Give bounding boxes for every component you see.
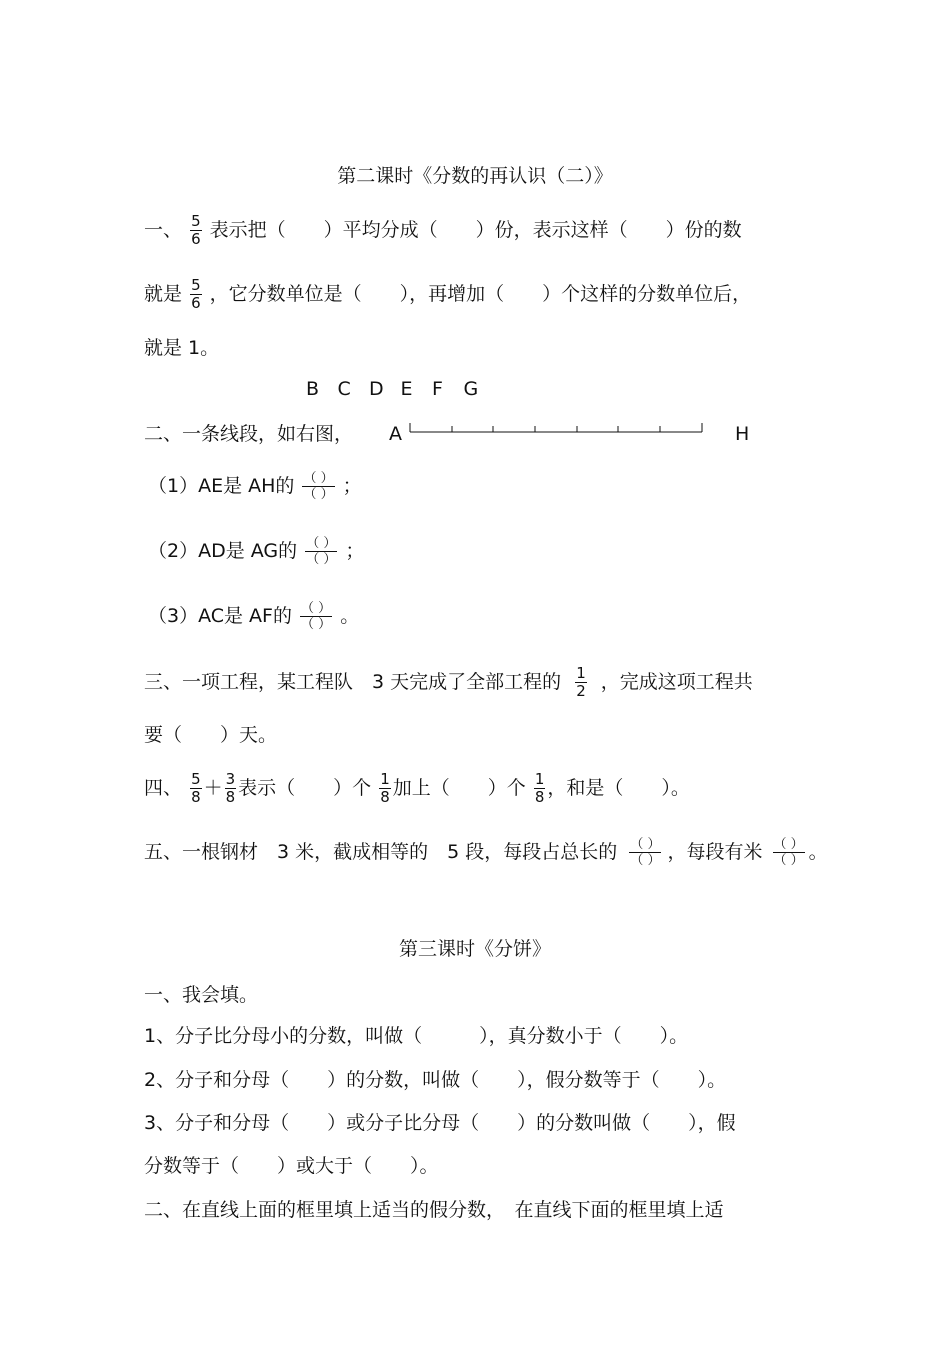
q2-item-text: （1）AE是 AH的: [148, 475, 295, 497]
fraction-1-2: [575, 665, 587, 700]
fraction-blank-denominator: （ ）: [630, 853, 661, 868]
fraction-denominator: 6: [191, 294, 201, 312]
q1-line3: 就是 1。: [144, 337, 220, 359]
fraction-numerator: 5: [191, 770, 201, 788]
fraction-5-8: [190, 771, 202, 806]
q4-number: 四、: [144, 777, 183, 799]
l3-item1: 1、分子比分母小的分数，叫做（ ），真分数小于（ ）。: [144, 1025, 689, 1047]
fraction-blank-numerator: （ ）: [773, 837, 804, 852]
q4-text2: 加上（ ）个: [392, 777, 526, 799]
fraction-blank-numerator: （ ）: [306, 536, 337, 551]
l3-item3-cont: 分数等于（ ）或大于（ ）。: [144, 1155, 439, 1177]
blank-fraction: [305, 536, 337, 567]
fraction-numerator: 1: [534, 770, 545, 788]
point-label: E: [400, 378, 413, 400]
q3-text2: ，完成这项工程共: [600, 671, 753, 693]
fraction-denominator: 8: [191, 788, 201, 806]
point-label: C: [337, 378, 351, 400]
l3-section2: 二、在直线上面的框里填上适当的假分数， 在直线下面的框里填上适: [144, 1199, 724, 1221]
blank-fraction: [773, 837, 805, 868]
q1-number: 一、: [144, 219, 183, 241]
fraction-5-6: [190, 213, 202, 248]
fraction-blank-denominator: （ ）: [306, 552, 337, 567]
q2-item-text: （2）AD是 AG的: [148, 540, 298, 562]
fraction-blank-numerator: （ ）: [301, 601, 332, 616]
point-h: H: [735, 423, 750, 445]
fraction-blank-denominator: （ ）: [773, 853, 804, 868]
fraction-numerator: 5: [191, 212, 201, 230]
point-label: F: [432, 378, 443, 400]
lesson2-title: 第二课时《分数的再认识（二）》: [337, 165, 613, 187]
fraction-denominator: 8: [225, 788, 236, 806]
fraction-numerator: 1: [380, 770, 390, 788]
q4-line: [144, 771, 690, 806]
plus-sign: ＋: [203, 777, 223, 799]
point-a: A: [389, 423, 402, 445]
q2-item-2: [148, 536, 364, 567]
q1-line2: [144, 277, 751, 312]
segment-point-labels: [306, 378, 495, 400]
fraction-numerator: 3: [225, 770, 236, 788]
q3-line1: [144, 665, 753, 700]
q1-text2: 就是: [144, 283, 183, 305]
fraction-denominator: 8: [534, 788, 545, 806]
blank-fraction: [300, 601, 332, 632]
q2-item-3: [148, 601, 359, 632]
blank-fraction: [302, 471, 334, 502]
q1-text1: 表示把（ ）平均分成（ ）份，表示这样（ ）份的数: [209, 219, 742, 241]
q3-text1: 三、一项工程，某工程队 3 天完成了全部工程的: [144, 671, 562, 693]
q1-text3: ，它分数单位是（ ），再增加（ ）个这样的分数单位后，: [209, 283, 752, 305]
fraction-denominator: 6: [191, 230, 201, 248]
blank-fraction: [629, 837, 661, 868]
q2-item-1: [148, 471, 362, 502]
fraction-blank-numerator: （ ）: [630, 837, 661, 852]
q5-end: 。: [808, 841, 828, 863]
q2-item-text: （3）AC是 AF的: [148, 605, 292, 627]
line-segment-diagram: [380, 418, 710, 438]
q2-line: [144, 421, 353, 447]
fraction-blank-numerator: （ ）: [303, 471, 334, 486]
fraction-denominator: 2: [576, 682, 586, 700]
fraction-1-8: [379, 771, 391, 806]
fraction-blank-denominator: （ ）: [301, 617, 332, 632]
fraction-numerator: 5: [191, 276, 201, 294]
q5-text2: ，每段有米: [667, 841, 763, 863]
q2-item-end: 。: [340, 605, 360, 627]
lesson3-title: 第三课时《分饼》: [398, 938, 551, 960]
fraction-denominator: 8: [380, 788, 390, 806]
q4-text1: 表示（ ）个: [238, 777, 372, 799]
q4-text3: ，和是（ ）。: [547, 777, 690, 799]
l3-item2: 2、分子和分母（ ）的分数，叫做（ ），假分数等于（ ）。: [144, 1069, 727, 1091]
q2-item-end: ；: [342, 475, 362, 497]
fraction-1-8: [534, 771, 546, 806]
q2-text: 二、一条线段，如右图，: [144, 423, 354, 445]
fraction-blank-denominator: （ ）: [303, 487, 334, 502]
fraction-5-6: [190, 277, 202, 312]
point-label: G: [463, 378, 479, 400]
fraction-3-8: [225, 771, 237, 806]
fraction-numerator: 1: [576, 664, 586, 682]
point-label: B: [306, 378, 320, 400]
q3-line2: 要（ ）天。: [144, 724, 278, 746]
l3-section1: 一、我会填。: [144, 984, 259, 1006]
q5-text1: 五、一根钢材 3 米，截成相等的 5 段，每段占总长的: [144, 841, 618, 863]
q1-line1: [144, 213, 742, 248]
point-label: D: [369, 378, 384, 400]
q2-item-end: ；: [345, 540, 365, 562]
q5-line: [144, 837, 828, 868]
l3-item3: 3、分子和分母（ ）或分子比分母（ ）的分数叫做（ ），假: [144, 1112, 736, 1134]
